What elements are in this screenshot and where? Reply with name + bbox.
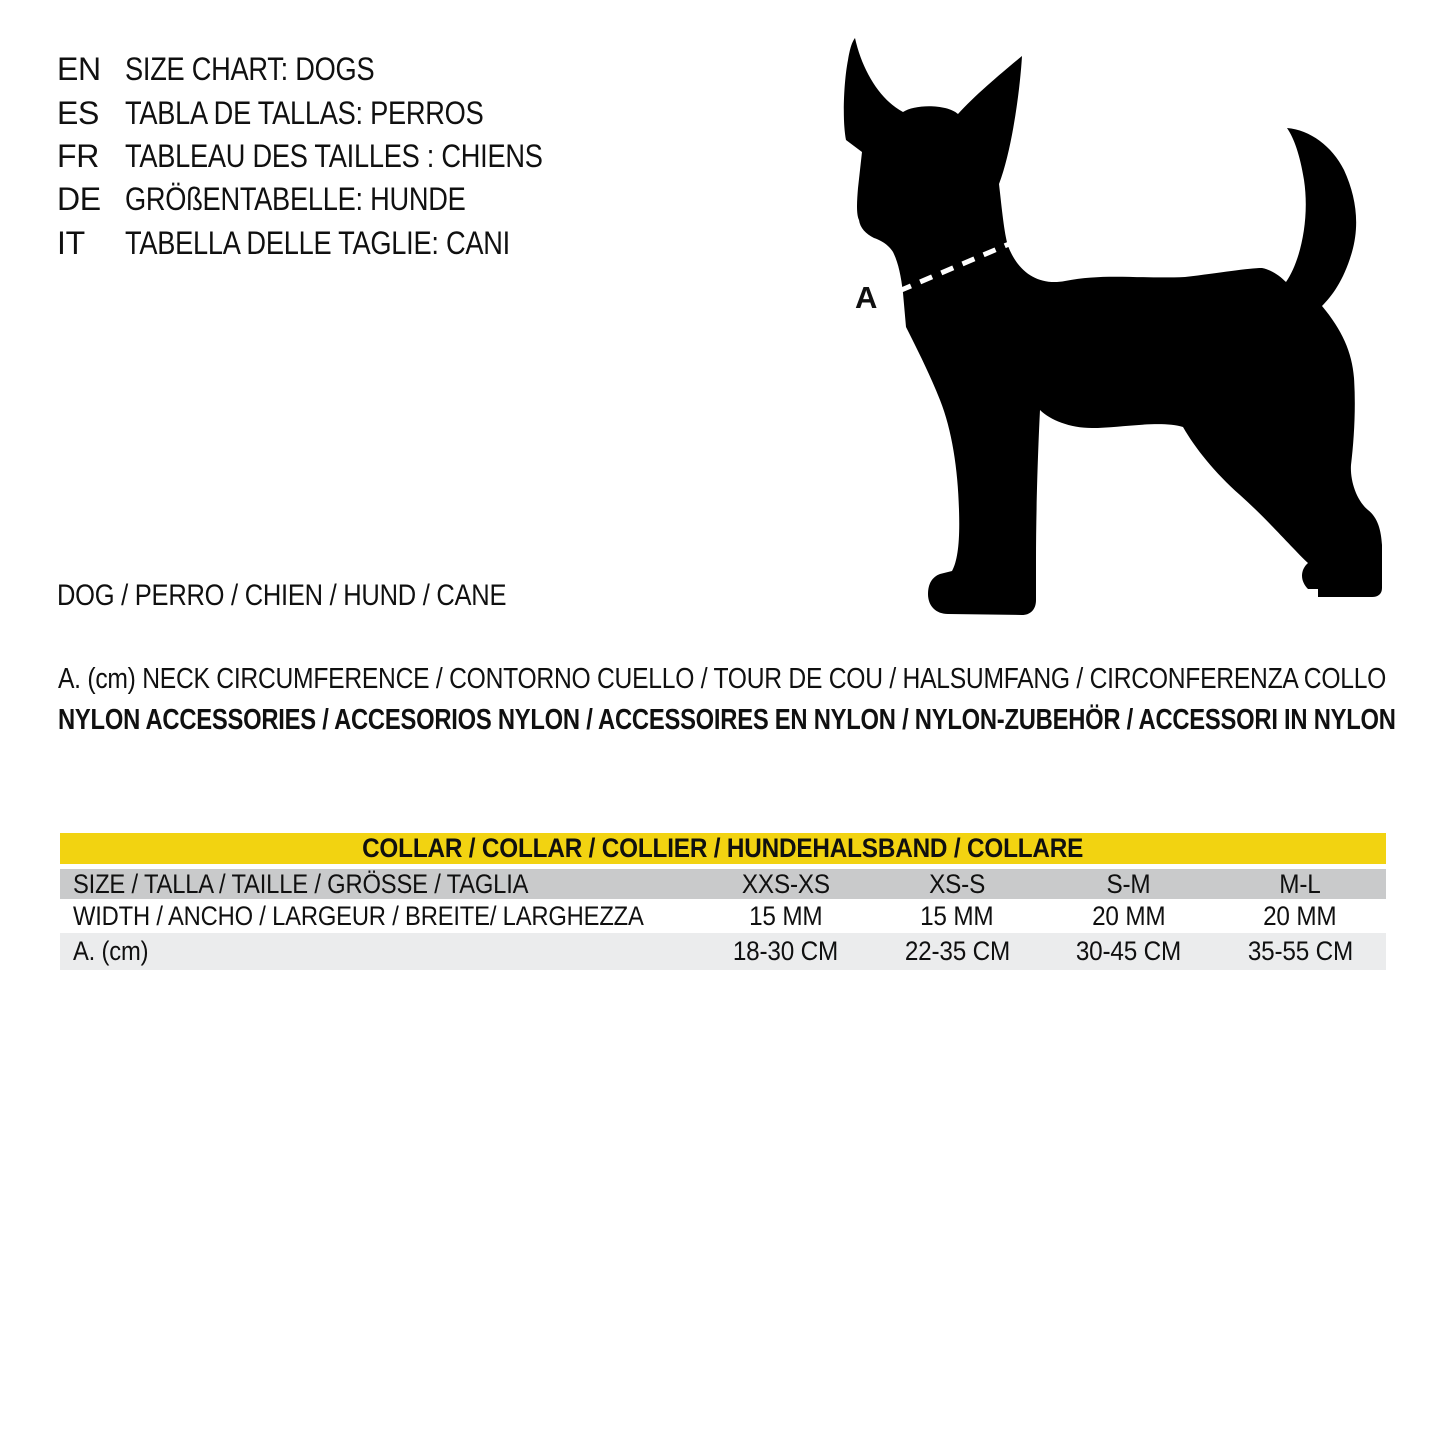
row-label <box>60 869 700 900</box>
width-cell-text: 20 MM <box>1092 900 1166 931</box>
size-cell <box>872 869 1044 900</box>
table-row-width <box>60 899 1386 933</box>
size-cell <box>1215 869 1387 900</box>
lang-code: DE <box>57 181 101 218</box>
size-table-title <box>60 833 1386 864</box>
measure-point-label: A <box>855 280 878 315</box>
material-text: NYLON ACCESSORIES / ACCESORIOS NYLON / ACCESSOIRES EN NYLON / NYLON-ZUBEHÖR / ACCESSORI IN NYLON <box>58 704 1396 736</box>
neck-cell-text: 30-45 CM <box>1076 936 1182 966</box>
row-label <box>60 936 700 967</box>
table-row-neck <box>60 933 1386 970</box>
size-table-title-text: COLLAR / COLLAR / COLLIER / HUNDEHALSBAND / COLLARE <box>362 833 1084 863</box>
width-cell <box>1043 901 1215 932</box>
neck-cell <box>872 936 1044 967</box>
collar-size-table <box>60 833 1386 970</box>
animal-names-text: DOG / PERRO / CHIEN / HUND / CANE <box>57 579 507 612</box>
lang-title: TABELLA DELLE TAGLIE: CANI <box>125 224 510 261</box>
lang-code: FR <box>57 137 100 174</box>
neck-cell-text: 18-30 CM <box>733 936 839 966</box>
neck-circumference-note <box>58 663 1445 696</box>
row-label-text: WIDTH / ANCHO / LARGEUR / BREITE/ LARGHEZZA <box>73 900 644 931</box>
neck-cell-text: 22-35 CM <box>904 936 1010 966</box>
width-cell-text: 15 MM <box>749 900 823 931</box>
width-cell-text: 15 MM <box>920 900 994 931</box>
lang-code: EN <box>57 51 101 88</box>
width-cell <box>700 901 872 932</box>
width-cell-text: 20 MM <box>1263 900 1337 931</box>
width-cell <box>1215 901 1387 932</box>
size-cell <box>1043 869 1215 900</box>
row-label-text: A. (cm) <box>73 936 149 966</box>
neck-circumference-text: A. (cm) NECK CIRCUMFERENCE / CONTORNO CUELLO / TOUR DE COU / HALSUMFANG / CIRCONFERENZA COLLO <box>58 663 1387 695</box>
size-cell <box>700 869 872 900</box>
neck-cell <box>1215 936 1387 967</box>
width-cell <box>872 901 1044 932</box>
material-note <box>58 704 1445 737</box>
lang-title: SIZE CHART: DOGS <box>125 51 375 88</box>
neck-cell <box>700 936 872 967</box>
size-cell-text: M-L <box>1279 869 1321 899</box>
lang-code: IT <box>57 224 85 261</box>
row-label <box>60 901 700 932</box>
animal-names-label <box>57 579 586 613</box>
size-cell-text: S-M <box>1106 869 1151 899</box>
neck-cell-text: 35-55 CM <box>1247 936 1353 966</box>
lang-title: GRÖßENTABELLE: HUNDE <box>125 181 466 218</box>
neck-cell <box>1043 936 1215 967</box>
table-row-size <box>60 869 1386 899</box>
lang-title: TABLEAU DES TAILLES : CHIENS <box>125 137 543 174</box>
lang-title: TABLA DE TALLAS: PERROS <box>125 94 484 131</box>
size-cell-text: XS-S <box>929 869 986 899</box>
lang-code: ES <box>57 94 100 131</box>
size-cell-text: XXS-XS <box>741 869 830 899</box>
row-label-text: SIZE / TALLA / TAILLE / GRÖSSE / TAGLIA <box>73 869 529 899</box>
